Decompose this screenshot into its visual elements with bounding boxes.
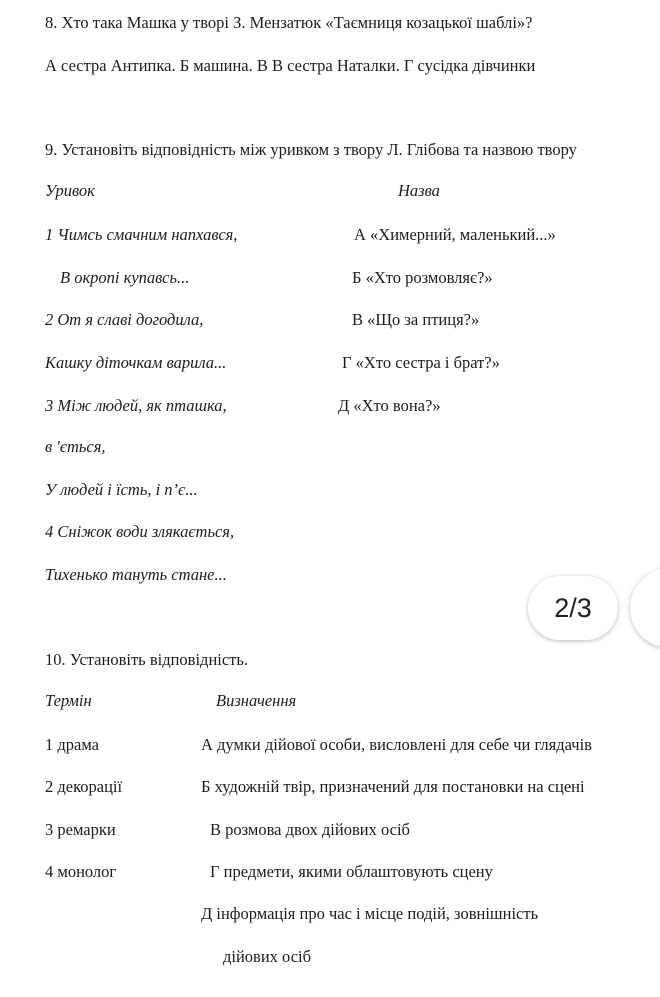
q10-definition: А думки дійової особи, висловлені для себе чи глядачів — [201, 735, 592, 754]
q10-definition: В розмова двох дійових осіб — [210, 820, 410, 839]
q10-column-header-definition: Визначення — [216, 691, 297, 710]
question-8-text: 8. Хто така Машка у творі З. Мензатюк «Таємниця козацької шаблі»? — [45, 13, 533, 32]
question-8-options: А сестра Антипка. Б машина. В В сестра Наталки. Г сусідка дівчинки — [45, 56, 536, 75]
q10-column-header-term: Термін — [45, 691, 92, 710]
q9-excerpt-line: 4 Сніжок води злякається, — [45, 522, 235, 541]
q9-excerpt-line: В окропі купавсь... — [60, 268, 190, 287]
q9-excerpt-line: 2 От я славі догодила, — [45, 310, 204, 329]
q9-excerpt-line: Кашку діточкам варила... — [45, 353, 227, 372]
q10-term: 3 ремарки — [45, 820, 116, 839]
q9-title-option: Б «Хто розмовляє?» — [352, 268, 493, 287]
q10-definition: Б художній твір, призначений для постановки на сцені — [201, 777, 585, 796]
q9-excerpt-line: 1 Чимсь смачним напхався, — [45, 225, 238, 244]
page-counter-label: 2/3 — [554, 592, 592, 623]
q10-definition: Г предмети, якими облаштовують сцену — [210, 862, 493, 881]
q10-definition-continuation: дійових осіб — [223, 947, 312, 966]
q9-column-header-excerpt: Уривок — [45, 181, 95, 200]
q9-excerpt-line: 3 Між людей, як пташка, — [45, 396, 227, 415]
question-10-text: 10. Установіть відповідність. — [45, 650, 249, 669]
q9-column-header-title: Назва — [398, 181, 440, 200]
q9-excerpt-line: У людей і їсть, і п’є... — [45, 480, 198, 499]
q9-title-option: Д «Хто вона?» — [338, 396, 441, 415]
q10-term: 1 драма — [45, 735, 99, 754]
page-counter-badge[interactable] — [528, 576, 618, 640]
q10-term: 4 монолог — [45, 862, 117, 881]
q9-title-option: А «Химерний, маленький...» — [354, 225, 556, 244]
q9-title-option: В «Що за птиця?» — [352, 310, 480, 329]
q10-definition: Д інформація про час і місце подій, зовнішність — [201, 904, 539, 923]
next-page-button[interactable] — [630, 568, 660, 648]
q10-term: 2 декорації — [45, 777, 123, 796]
q9-excerpt-line: в 'ється, — [45, 437, 106, 456]
q9-title-option: Г «Хто сестра і брат?» — [342, 353, 500, 372]
q9-excerpt-line: Тихенько тануть стане... — [45, 565, 227, 584]
question-9-text: 9. Установіть відповідність між уривком з твору Л. Глібова та назвою твору — [45, 140, 577, 159]
